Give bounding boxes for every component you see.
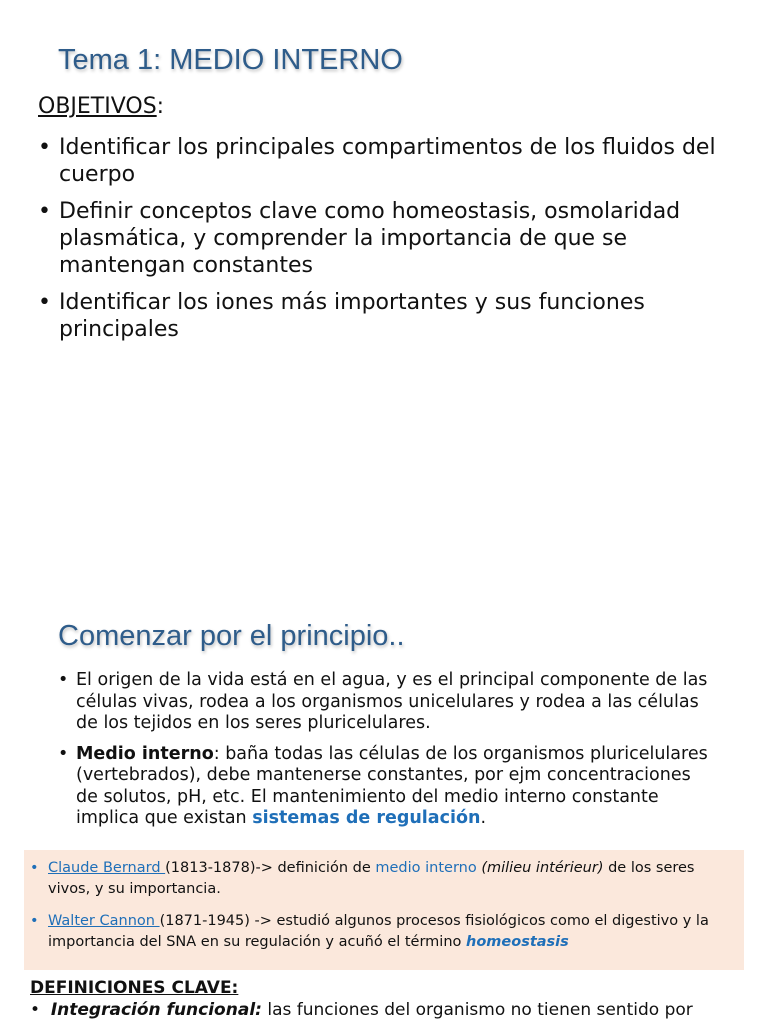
definitions-heading: DEFINICIONES CLAVE: — [30, 978, 239, 998]
bernard-rest: de los seres vivos, y su importancia. — [48, 860, 695, 897]
intro-item-medio-interno — [58, 744, 718, 830]
regulation-systems-highlight: sistemas de regulación — [252, 808, 481, 828]
history-list — [30, 858, 736, 964]
bernard-years: (1813-1878)-> definición de — [165, 860, 376, 876]
objective-item: • Identificar los principales compartimentos de los fluidos del cuerpo — [38, 134, 738, 188]
medio-interno-text: : baña todas las células de los organismos pluricelulares (vertebrados), debe mantenerse constantes, por ejm concentraciones de solutos, pH, etc. El mantenimiento del medio interno constante implica que existan — [76, 743, 708, 828]
integracion-funcional-term: Integración funcional: — [50, 1000, 262, 1020]
cannon-text: (1871-1945) -> estudió algunos procesos fisiológicos como el digestivo y la importancia del SNA en su regulación y acuñó el término — [48, 913, 709, 950]
objectives-heading-text: OBJETIVOS — [38, 94, 157, 119]
objectives-list — [38, 134, 738, 353]
section-title: Comenzar por el principio.. — [58, 620, 405, 652]
intro-item-water: • El origen de la vida está en el agua, y es el principal componente de las células vivas, rodea a los organismos unicelulares y rodea a las células de los tejidos en los seres pluricelulares. — [58, 670, 718, 735]
intro-list — [58, 670, 718, 839]
milieu-interieur: (milieu intérieur) — [476, 860, 604, 876]
objective-item: • Identificar los iones más importantes y sus funciones principales — [38, 289, 738, 343]
medio-interno-highlight: medio interno — [375, 860, 477, 876]
integracion-funcional-text: las funciones del organismo no tienen sentido por — [261, 1000, 693, 1020]
objective-item: • Definir conceptos clave como homeostasis, osmolaridad plasmática, y comprender la importancia de que se mantengan constantes — [38, 198, 738, 279]
walter-cannon-link[interactable]: Walter Cannon — [48, 913, 160, 929]
medio-interno-term: Medio interno — [76, 743, 214, 764]
definition-item — [30, 1000, 693, 1020]
history-item-cannon — [30, 911, 736, 953]
homeostasis-term: homeostasis — [466, 934, 569, 950]
definition-bullet: • — [30, 1000, 41, 1020]
objectives-colon: : — [156, 94, 165, 119]
objectives-heading — [38, 94, 164, 119]
medio-interno-end: . — [480, 808, 487, 828]
history-item-bernard — [30, 858, 736, 900]
claude-bernard-link[interactable]: Claude Bernard — [48, 860, 166, 876]
slide-title: Tema 1: MEDIO INTERNO — [58, 44, 403, 76]
